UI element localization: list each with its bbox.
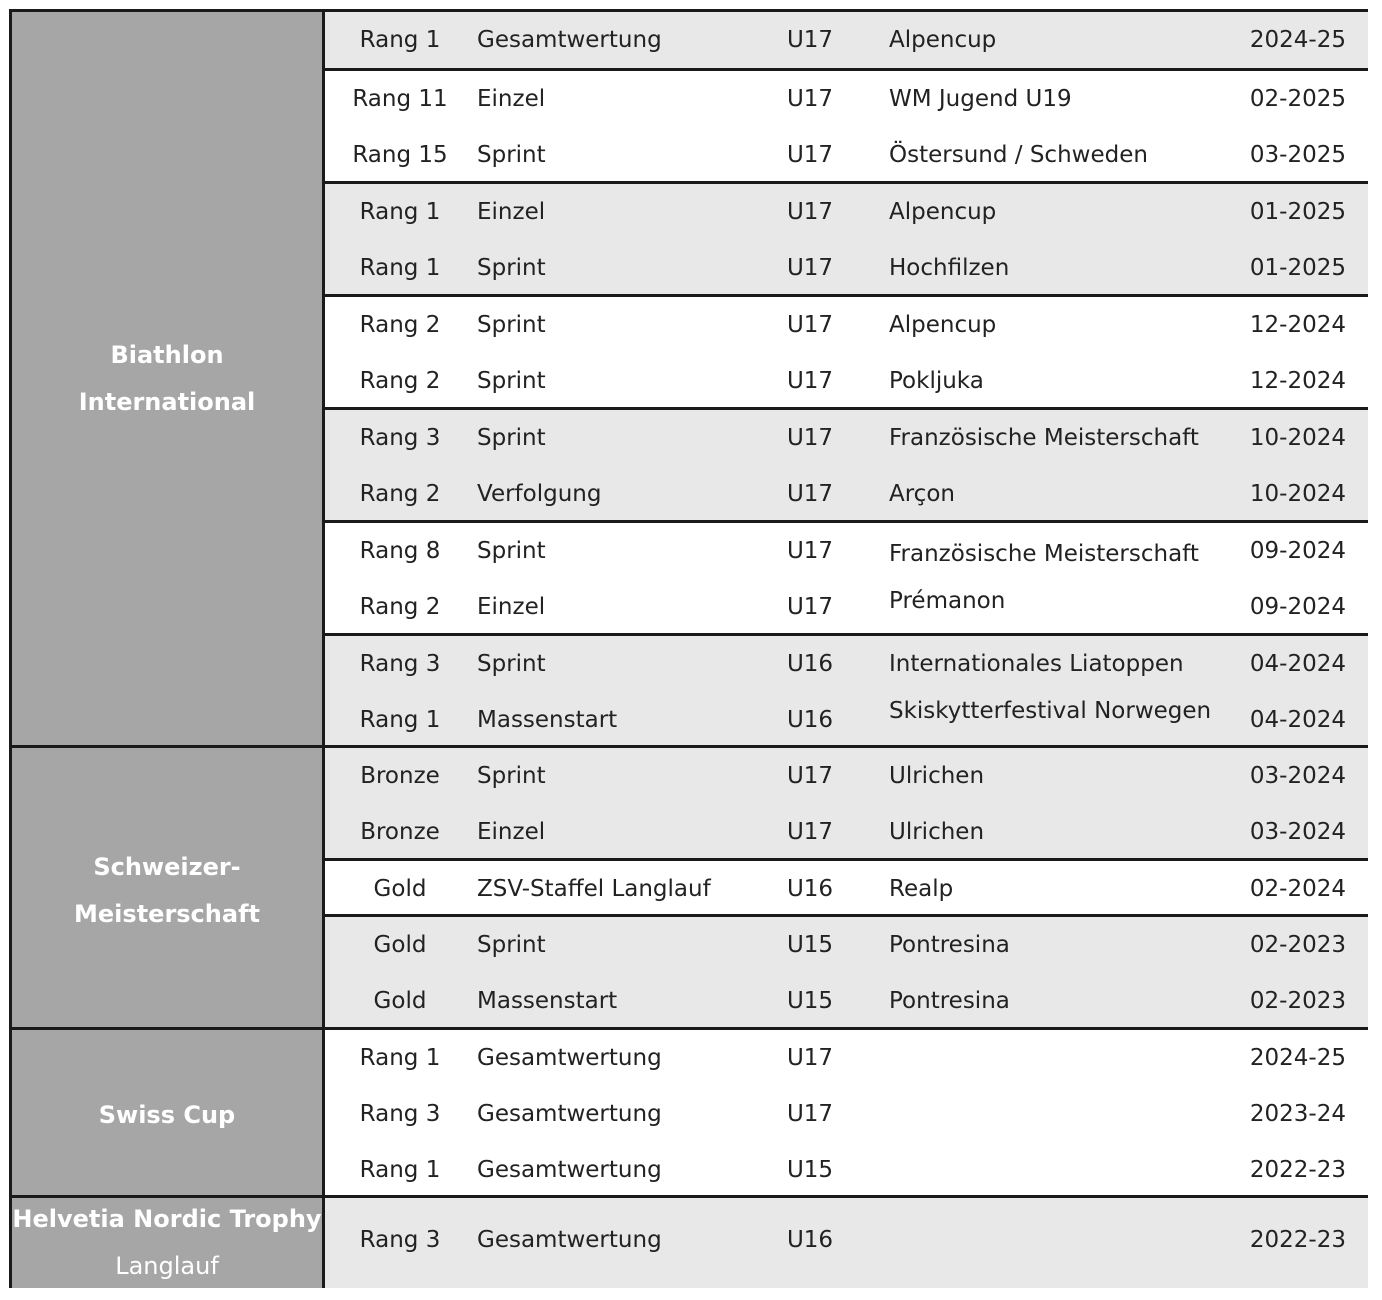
table-row: [325, 1212, 1368, 1268]
age-class-cell: U17: [786, 368, 834, 394]
category-swiss-cup: [12, 1027, 322, 1201]
age-class-cell: U17: [786, 481, 834, 507]
date-cell: 2022-23: [1249, 1157, 1346, 1183]
table-row: [325, 1030, 1368, 1086]
table-row: [325, 748, 1368, 804]
date-cell: 03-2025: [1249, 142, 1346, 168]
event-cell: Arçon: [889, 481, 955, 507]
rank-cell: Rang 1: [359, 1157, 441, 1183]
event-cell: Alpencup: [889, 312, 997, 338]
table-row: [325, 240, 1368, 296]
discipline-cell: Einzel: [477, 594, 546, 620]
rank-cell: Rang 3: [359, 651, 441, 677]
merged-event-cell: [889, 531, 1199, 625]
event-cell: Pokljuka: [889, 368, 984, 394]
rank-cell: Rang 11: [352, 86, 448, 112]
merged-event-cell: [889, 641, 1211, 735]
table-row: [325, 1086, 1368, 1142]
date-cell: 09-2024: [1249, 538, 1346, 564]
date-cell: 04-2024: [1249, 707, 1346, 733]
category-title: Biathlon: [110, 340, 224, 369]
discipline-cell: Gesamtwertung: [477, 1157, 662, 1183]
table-row: [325, 466, 1368, 522]
event-line: Französische Meisterschaft: [889, 541, 1199, 567]
rank-cell: Rang 3: [359, 1101, 441, 1127]
table-row: [325, 297, 1368, 353]
age-class-cell: U17: [786, 538, 834, 564]
table-row: [325, 127, 1368, 183]
rank-cell: Rang 3: [359, 1227, 441, 1253]
table-row: [325, 973, 1368, 1029]
date-cell: 12-2024: [1249, 312, 1346, 338]
rank-cell: Rang 2: [359, 481, 441, 507]
rank-cell: Rang 1: [359, 199, 441, 225]
category-title: Schweizer-: [93, 852, 241, 881]
age-class-cell: U17: [786, 1101, 834, 1127]
date-cell: 09-2024: [1249, 594, 1346, 620]
discipline-cell: Sprint: [477, 651, 546, 677]
rank-cell: Rang 1: [359, 1045, 441, 1071]
date-cell: 2022-23: [1249, 1227, 1346, 1253]
rank-cell: Rang 3: [359, 425, 441, 451]
date-cell: 2023-24: [1249, 1101, 1346, 1127]
date-cell: 02-2024: [1249, 876, 1346, 902]
date-cell: 02-2025: [1249, 86, 1346, 112]
age-class-cell: U17: [786, 594, 834, 620]
date-cell: 04-2024: [1249, 651, 1346, 677]
age-class-cell: U17: [786, 763, 834, 789]
age-class-cell: U17: [786, 312, 834, 338]
event-cell: Alpencup: [889, 199, 997, 225]
category-subtitle: Langlauf: [115, 1252, 219, 1280]
rank-cell: Rang 2: [359, 594, 441, 620]
table-row: [325, 1142, 1368, 1198]
table-row: [325, 579, 1368, 635]
category-title: Helvetia Nordic Trophy: [12, 1205, 322, 1233]
rank-cell: Rang 8: [359, 538, 441, 564]
discipline-cell: Massenstart: [477, 707, 618, 733]
discipline-cell: Sprint: [477, 142, 546, 168]
rank-cell: Gold: [373, 932, 427, 958]
result-group: [325, 1195, 1368, 1288]
discipline-cell: Sprint: [477, 932, 546, 958]
discipline-cell: Sprint: [477, 312, 546, 338]
table-row: [325, 861, 1368, 917]
date-cell: 2024-25: [1249, 1045, 1346, 1071]
discipline-cell: Massenstart: [477, 988, 618, 1014]
category-schweizer-meisterschaft: [12, 745, 322, 1033]
result-group: [325, 633, 1368, 748]
category-title: Meisterschaft: [74, 899, 260, 928]
discipline-cell: Sprint: [477, 763, 546, 789]
rank-cell: Rang 15: [352, 142, 448, 168]
age-class-cell: U16: [786, 707, 834, 733]
age-class-cell: U17: [786, 199, 834, 225]
rank-cell: Rang 2: [359, 312, 441, 338]
date-cell: 02-2023: [1249, 932, 1346, 958]
table-row: [325, 804, 1368, 860]
date-cell: 01-2025: [1249, 199, 1346, 225]
date-cell: 01-2025: [1249, 255, 1346, 281]
age-class-cell: U17: [786, 255, 834, 281]
discipline-cell: Sprint: [477, 255, 546, 281]
age-class-cell: U17: [786, 142, 834, 168]
table-row: [325, 71, 1368, 127]
event-cell: Ulrichen: [889, 763, 985, 789]
date-cell: 12-2024: [1249, 368, 1346, 394]
date-cell: 2024-25: [1249, 27, 1346, 53]
result-group: [325, 407, 1368, 523]
discipline-cell: Gesamtwertung: [477, 1227, 662, 1253]
result-group: [325, 181, 1368, 297]
event-cell: Alpencup: [889, 27, 997, 53]
rank-cell: Bronze: [360, 819, 440, 845]
event-cell: Französische Meisterschaft: [889, 425, 1199, 451]
date-cell: 10-2024: [1249, 481, 1346, 507]
event-line: Skiskytterfestival Norwegen: [889, 698, 1212, 724]
result-group: [325, 858, 1368, 917]
rank-cell: Rang 1: [359, 255, 441, 281]
event-cell: Pontresina: [889, 932, 1010, 958]
rank-cell: Bronze: [360, 763, 440, 789]
age-class-cell: U17: [786, 425, 834, 451]
event-cell: WM Jugend U19: [889, 86, 1072, 112]
event-line: Prémanon: [889, 588, 1006, 614]
table-row: [325, 636, 1368, 692]
table-row: [325, 353, 1368, 409]
results-table: [9, 9, 1368, 1288]
result-group: [325, 294, 1368, 410]
category-helvetia-nordic-trophy: [12, 1195, 322, 1288]
category-biathlon-international: [12, 12, 322, 745]
table-row: [325, 184, 1368, 240]
discipline-cell: Einzel: [477, 86, 546, 112]
age-class-cell: U16: [786, 651, 834, 677]
event-cell: Östersund / Schweden: [889, 142, 1148, 168]
table-row: [325, 917, 1368, 973]
age-class-cell: U15: [786, 1157, 834, 1183]
discipline-cell: Einzel: [477, 819, 546, 845]
table-row: [325, 12, 1368, 68]
event-cell: Hochfilzen: [889, 255, 1010, 281]
rank-cell: Rang 2: [359, 368, 441, 394]
result-group: [325, 12, 1368, 68]
discipline-cell: Gesamtwertung: [477, 27, 662, 53]
rank-cell: Rang 1: [359, 27, 441, 53]
result-group: [325, 914, 1368, 1030]
table-row: [325, 410, 1368, 466]
table-row: [325, 523, 1368, 579]
age-class-cell: U15: [786, 988, 834, 1014]
discipline-cell: Sprint: [477, 425, 546, 451]
rank-cell: Gold: [373, 988, 427, 1014]
result-group: [325, 520, 1368, 636]
age-class-cell: U16: [786, 876, 834, 902]
result-group: [325, 1027, 1368, 1198]
event-cell: Realp: [889, 876, 954, 902]
rank-cell: Gold: [373, 876, 427, 902]
result-group: [325, 745, 1368, 861]
date-cell: 03-2024: [1249, 819, 1346, 845]
event-line: Internationales Liatoppen: [889, 651, 1184, 677]
event-cell: Ulrichen: [889, 819, 985, 845]
discipline-cell: Gesamtwertung: [477, 1045, 662, 1071]
discipline-cell: ZSV-Staffel Langlauf: [477, 876, 711, 902]
rank-cell: Rang 1: [359, 707, 441, 733]
date-cell: 10-2024: [1249, 425, 1346, 451]
category-title: International: [78, 387, 256, 416]
result-group: [325, 68, 1368, 184]
category-title: Swiss Cup: [98, 1101, 236, 1129]
age-class-cell: U16: [786, 1227, 834, 1253]
date-cell: 02-2023: [1249, 988, 1346, 1014]
age-class-cell: U17: [786, 819, 834, 845]
discipline-cell: Sprint: [477, 538, 546, 564]
discipline-cell: Verfolgung: [477, 481, 602, 507]
age-class-cell: U17: [786, 86, 834, 112]
discipline-cell: Sprint: [477, 368, 546, 394]
age-class-cell: U15: [786, 932, 834, 958]
date-cell: 03-2024: [1249, 763, 1346, 789]
age-class-cell: U17: [786, 27, 834, 53]
event-cell: Pontresina: [889, 988, 1010, 1014]
age-class-cell: U17: [786, 1045, 834, 1071]
discipline-cell: Einzel: [477, 199, 546, 225]
discipline-cell: Gesamtwertung: [477, 1101, 662, 1127]
table-row: [325, 692, 1368, 748]
